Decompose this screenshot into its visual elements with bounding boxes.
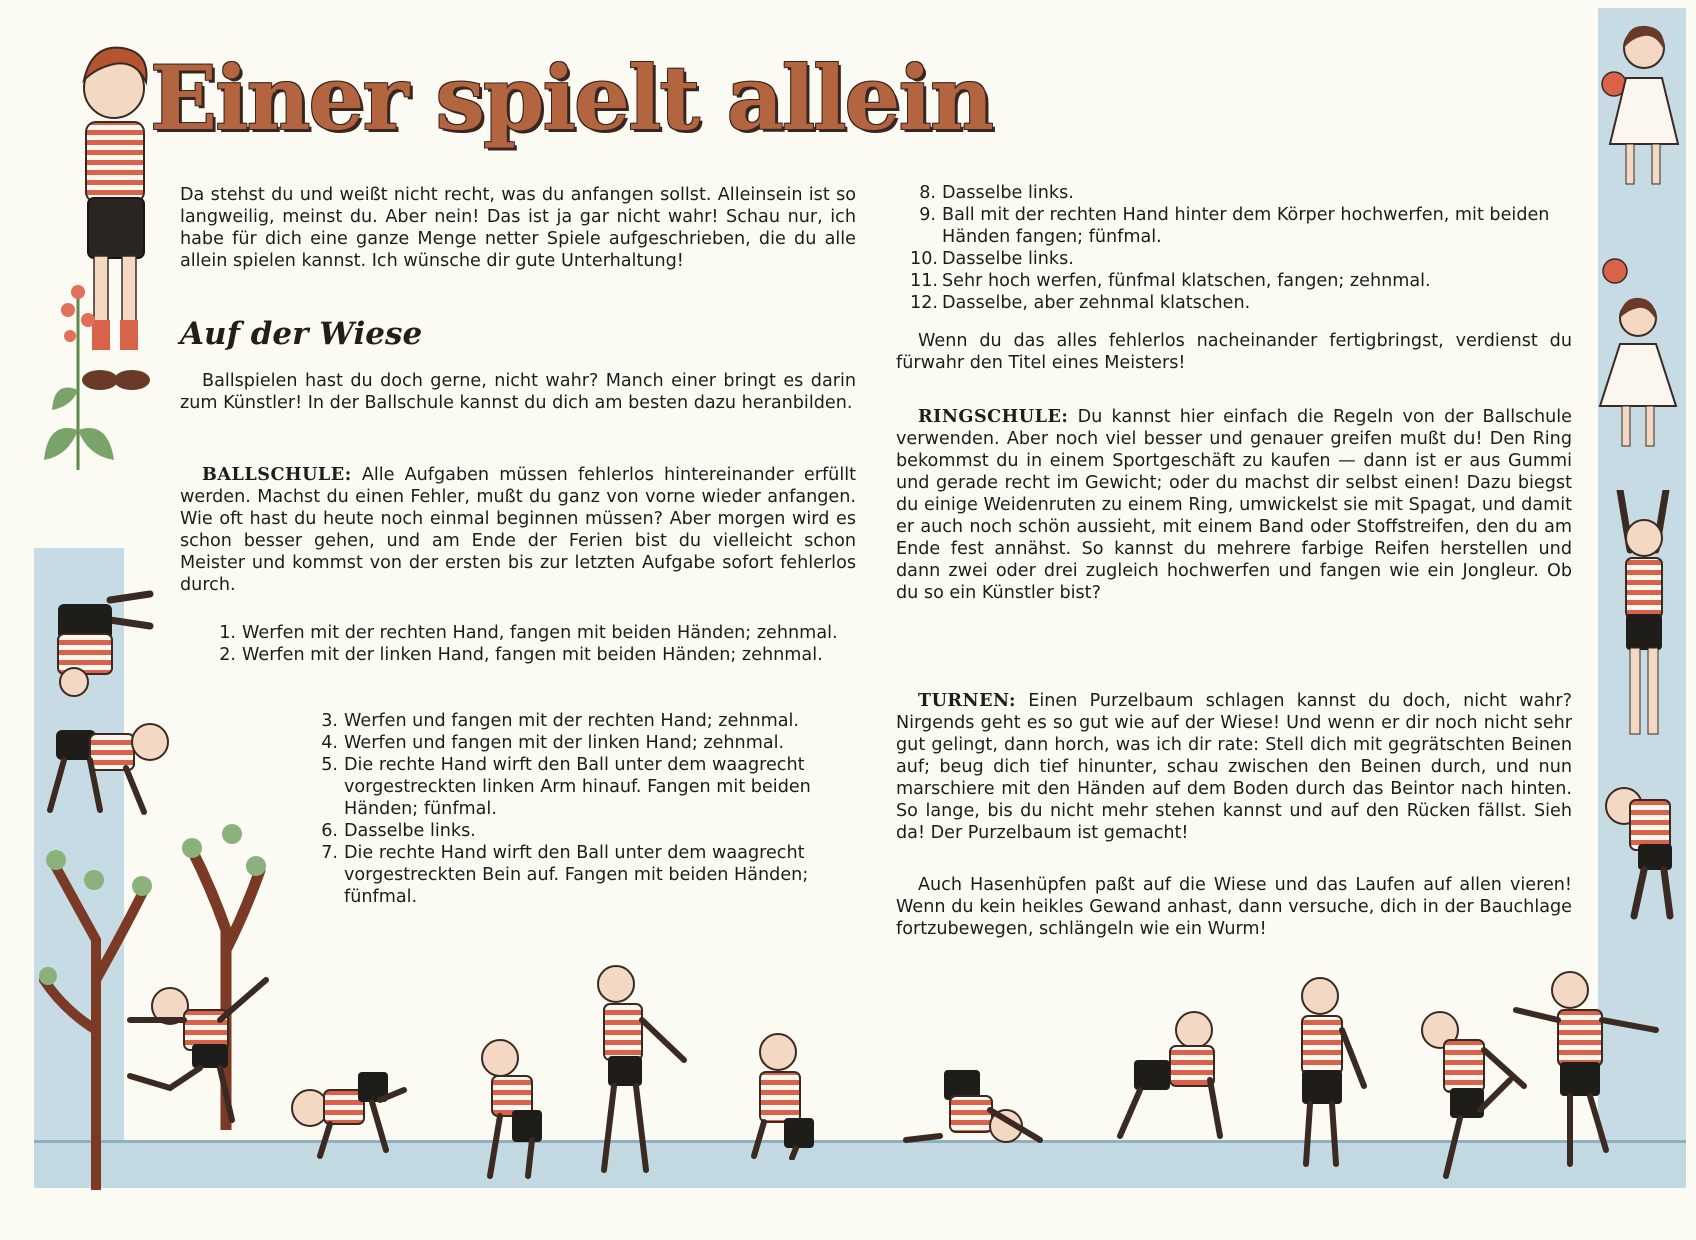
exercise-list-b — [312, 710, 856, 908]
girl-with-ball — [1596, 14, 1686, 204]
boy-bending — [1590, 770, 1686, 920]
ringschule-label: RINGSCHULE: — [918, 406, 1069, 427]
boy-leaping — [120, 960, 270, 1130]
ballschule-label: BALLSCHULE: — [202, 464, 352, 485]
exercise-list-c — [910, 182, 1572, 314]
ringschule-paragraph — [896, 406, 1572, 604]
boy-backbend — [1110, 1000, 1240, 1140]
boy-bunny-hop — [470, 1030, 560, 1180]
ball — [1600, 256, 1630, 286]
list-item: 7. Die rechte Hand wirft den Ball unter dem waagrecht vorgestreckten Bein auf. Fangen mit beiden Händen; fünfmal. — [321, 843, 809, 907]
turnen-paragraph — [896, 690, 1572, 844]
ringschule-text: Du kannst hier einfach die Regeln von der Ballschule verwenden. Aber noch viel besser und genauer greifen mußt du! Den Ring bekommst du in einem Sportgeschäft zu kaufen — dann ist er aus Gummi und gerade recht im Gewicht; oder du machst dir selbst einen! Dazu biegst du einige Weidenruten zu einem Ring, umwickelst sie mit Spagat, und damit er auch noch schön aussieht, mit einem Band oder Stoffstreifen, den du am Ende fest annähst. So kannst du mehrere farbige Reifen herstellen und dann zwei oder drei zugleich hochwerfen und fangen wie ein Jongleur. Ob du so ein Künstler bist? — [896, 407, 1572, 603]
boy-crouching — [280, 1050, 410, 1160]
ballschule-text: Alle Aufgaben müssen fehlerlos hintereinander erfüllt werden. Machst du einen Fehler, mußt du ganz von vorne wieder anfangen. Wie oft hast du heute noch einmal beginnen müssen? Aber morgen wird es schon besser gehen, und am Ende der Ferien bist du vielleicht schon Meister und kommst von der ersten bis zur letzten Aufgabe sofort fehlerlos durch. — [180, 465, 856, 595]
section-title: Auf der Wiese — [180, 316, 423, 352]
list-item: 12. Dasselbe, aber zehnmal klatschen. — [910, 293, 1251, 313]
girl-catching-ball — [1590, 290, 1686, 460]
hasen-paragraph: Auch Hasenhüpfen paßt auf die Wiese und das Laufen auf allen vieren! Wenn du kein heikles Gewand anhast, dann versuche, dich in der Bauchlage fortzubewegen, schlängeln wie ein Wurm! — [896, 875, 1572, 939]
list-item: 3. Werfen und fangen mit der rechten Hand; zehnmal. — [321, 711, 800, 731]
list-item: 4. Werfen und fangen mit der linken Hand; zehnmal. — [321, 733, 785, 753]
ballschule-paragraph — [180, 464, 856, 596]
flower-plant — [38, 270, 118, 470]
boy-jumping — [590, 960, 690, 1180]
ball-intro-paragraph: Ballspielen hast du doch gerne, nicht wahr? Manch einer bringt es darin zum Künstler! In der Ballschule kannst du dich am besten dazu heranbilden. — [180, 371, 856, 413]
boy-crawling — [34, 720, 174, 820]
page-title: Einer spielt allein — [150, 46, 992, 150]
list-item: 2. Werfen mit der linken Hand, fangen mit beiden Händen; zehnmal. — [219, 645, 823, 665]
turnen-text: Einen Purzelbaum schlagen kannst du doch, nicht wahr? Nirgends geht es so gut wie auf der Wiese! Und wenn er dir noch nicht sehr gut gelingt, dann horch, was ich dir rate: Stell dich mit gegrätschten Beinen auf; beug dich tief hinunter, schau zwischen den Beinen durch, und nun marschiere mit den Händen auf dem Boden durch das Beintor nach hinten. So lange, bis du nicht mehr stehen kannst und auf den Rücken fällst. Sieh da! Der Purzelbaum ist gemacht! — [896, 691, 1572, 843]
boy-stretching-up — [1600, 490, 1686, 750]
list-item: 9. Ball mit der rechten Hand hinter dem Körper hochwerfen, mit beiden Händen fangen; fünfmal. — [919, 205, 1550, 247]
turnen-label: TURNEN: — [918, 690, 1016, 711]
intro-paragraph: Da stehst du und weißt nicht recht, was du anfangen sollst. Alleinsein ist so langweilig, meinst du. Aber nein! Das ist ja gar nicht wahr! Schau nur, ich habe für dich eine ganze Menge netter Spiele aufgeschrieben, die du alle allein spielen kannst. Ich wünsche dir gute Unterhaltung! — [180, 185, 856, 271]
list-item: 8. Dasselbe links. — [919, 183, 1074, 203]
list-item: 5. Die rechte Hand wirft den Ball unter dem waagrecht vorgestreckten linken Arm hinauf. Fangen mit beiden Händen; fünfmal. — [321, 755, 811, 819]
boy-arms-spread — [1510, 960, 1660, 1170]
meister-paragraph: Wenn du das alles fehlerlos nacheinander fertigbringst, verdienst du fürwahr den Titel eines Meisters! — [896, 331, 1572, 373]
boy-standing — [1280, 970, 1370, 1170]
boy-squatting — [740, 1030, 820, 1160]
list-item: 1. Werfen mit der rechten Hand, fangen mit beiden Händen; zehnmal. — [219, 623, 838, 643]
list-item: 6. Dasselbe links. — [321, 821, 476, 841]
exercise-list-a — [210, 622, 856, 666]
list-item: 11. Sehr hoch werfen, fünfmal klatschen, fangen; zehnmal. — [910, 271, 1431, 291]
boy-rolling — [900, 1060, 1050, 1150]
boy-handstand — [40, 590, 160, 700]
list-item: 10. Dasselbe links. — [910, 249, 1074, 269]
